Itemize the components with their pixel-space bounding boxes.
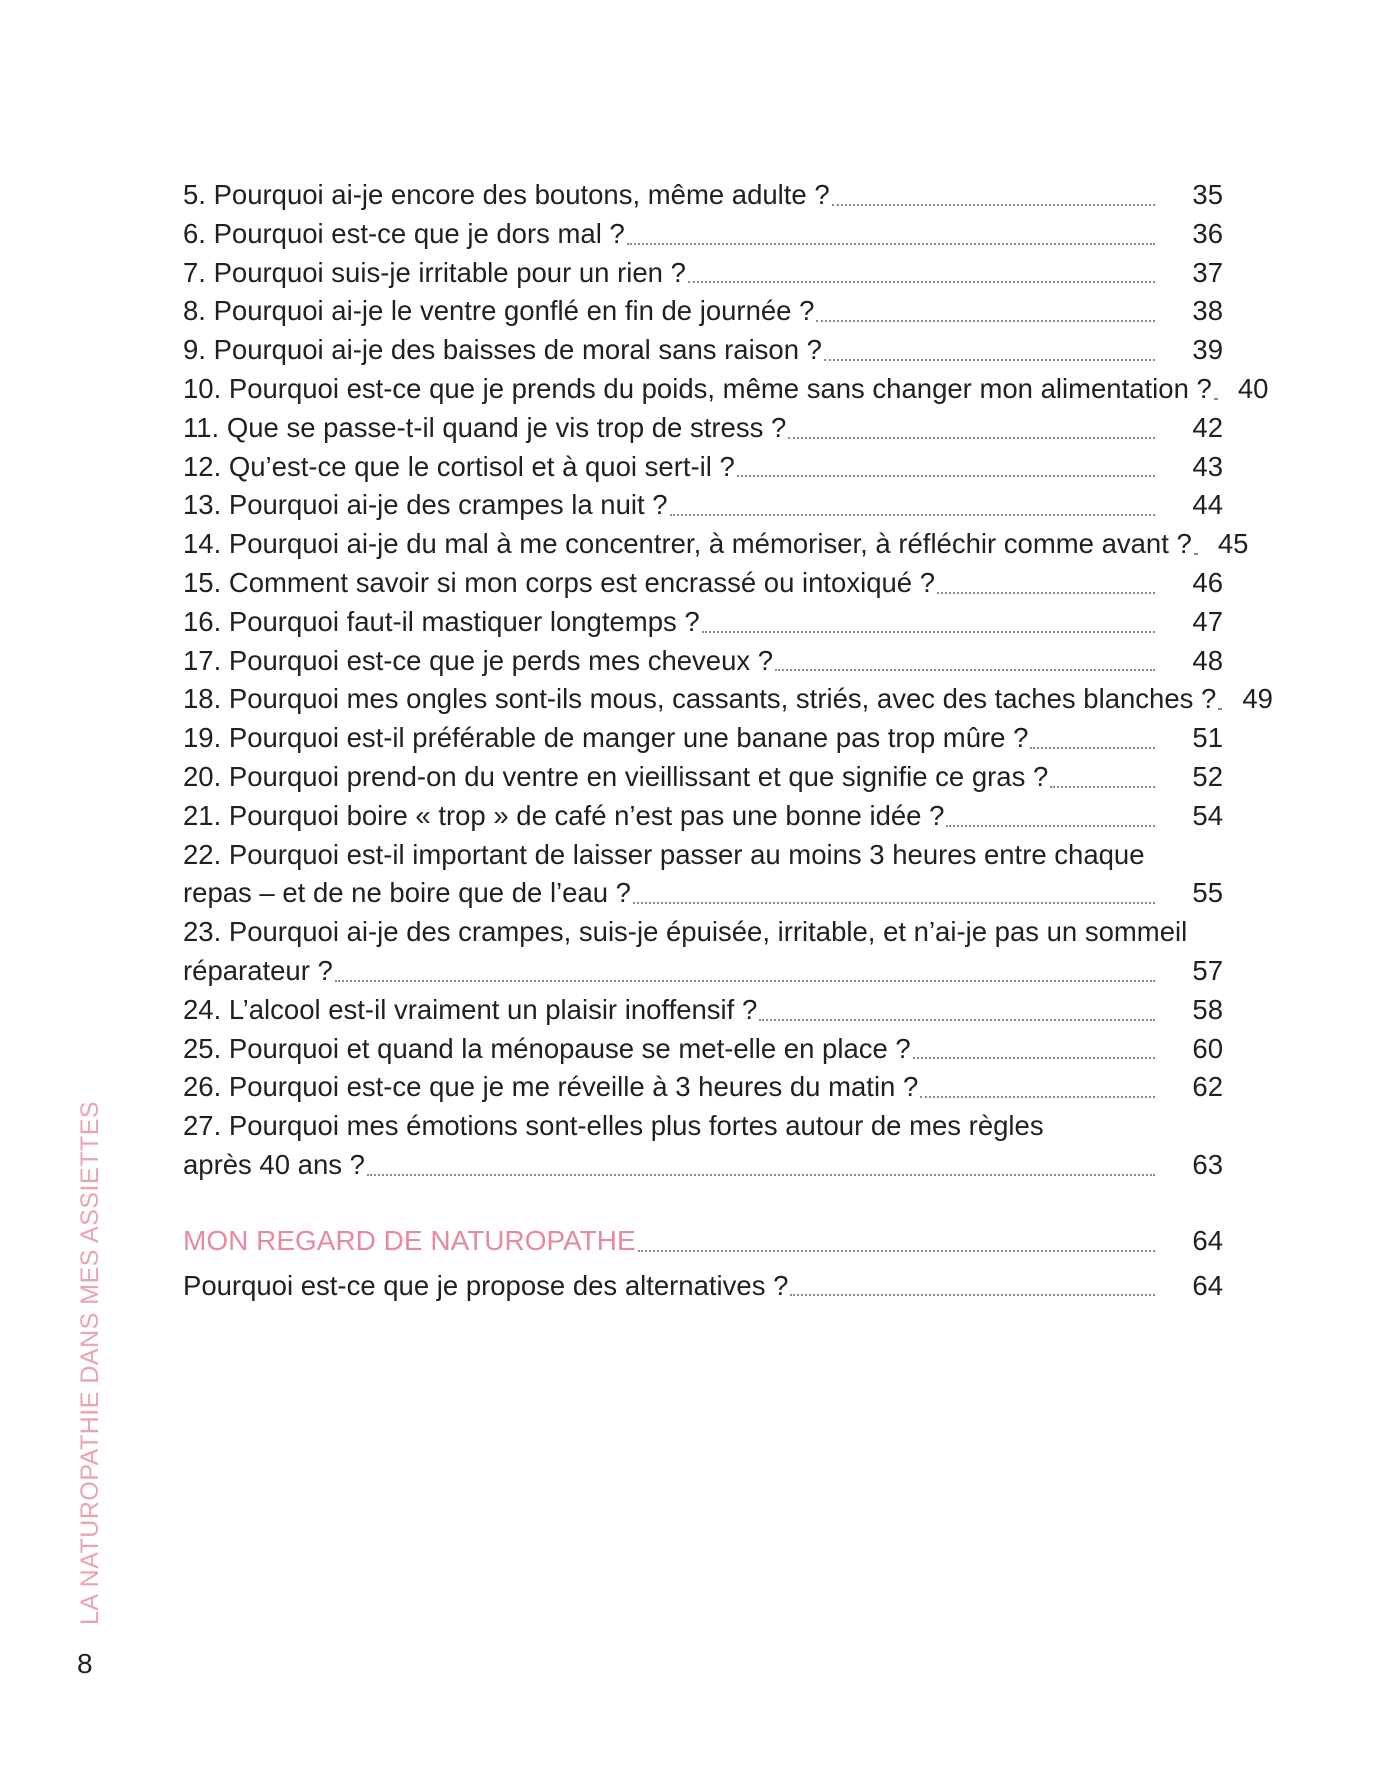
toc-entry-27-line1: 27. Pourquoi mes émotions sont-elles plus fortes autour de mes règles [183,1110,1044,1142]
toc-entry-25[interactable]: 25. Pourquoi et quand la ménopause se met-elle en place ? 60 [183,1032,1223,1064]
toc-entry-14[interactable]: 14. Pourquoi ai-je du mal à me concentrer, à mémoriser, à réfléchir comme avant ? 45 [183,528,1249,560]
toc-entry-23-page: 57 [1192,954,1223,986]
table-of-contents [183,176,1273,1305]
toc-entry-22-line2: repas – et de ne boire que de l’eau ? [183,877,631,909]
toc-entry-23-line2: réparateur ? [183,954,333,986]
toc-entry-6[interactable]: 6. Pourquoi est-ce que je dors mal ? 36 [183,217,1223,249]
toc-entry-5[interactable]: 5. Pourquoi ai-je encore des boutons, même adulte ? 35 [183,179,1223,210]
toc-entry-13[interactable]: 13. Pourquoi ai-je des crampes la nuit ? 44 [183,489,1223,521]
toc-entry-7[interactable]: 7. Pourquoi suis-je irritable pour un rien ? 37 [183,256,1223,288]
toc-entry-11[interactable]: 11. Que se passe-t-il quand je vis trop de stress ? 42 [183,411,1223,443]
toc-sub-entry[interactable]: Pourquoi est-ce que je propose des alternatives ? 64 [183,1269,1223,1301]
toc-entry-26[interactable]: 26. Pourquoi est-ce que je me réveille à 3 heures du matin ? 62 [183,1071,1223,1103]
toc-entry-22-page: 55 [1192,877,1223,909]
toc-entry-24[interactable]: 24. L’alcool est-il vraiment un plaisir inoffensif ? 58 [183,993,1223,1025]
toc-entry-12[interactable]: 12. Qu’est-ce que le cortisol et à quoi sert-il ? 43 [183,450,1223,482]
page-number: 8 [77,1648,93,1679]
toc-entry-21[interactable]: 21. Pourquoi boire « trop » de café n’est pas une bonne idée ? 54 [183,799,1223,831]
toc-entry-10[interactable]: 10. Pourquoi est-ce que je prends du poids, même sans changer mon alimentation ? 40 [183,372,1269,404]
toc-entry-20[interactable]: 20. Pourquoi prend-on du ventre en vieillissant et que signifie ce gras ? 52 [183,760,1223,792]
toc-entry-19[interactable]: 19. Pourquoi est-il préférable de manger une banane pas trop mûre ? 51 [183,722,1223,754]
toc-entry-27[interactable] [183,1107,1223,1185]
toc-entry-8[interactable]: 8. Pourquoi ai-je le ventre gonflé en fin de journée ? 38 [183,295,1223,327]
toc-entry-22-line1: 22. Pourquoi est-il important de laisser passer au moins 3 heures entre chaque [183,838,1145,870]
toc-entry-27-line2: après 40 ans ? [183,1148,365,1180]
section-title: MON REGARD DE NATUROPATHE [183,1224,636,1256]
toc-entry-16[interactable]: 16. Pourquoi faut-il mastiquer longtemps ? 47 [183,605,1223,637]
toc-entry-15[interactable]: 15. Comment savoir si mon corps est encrassé ou intoxiqué ? 46 [183,566,1223,598]
running-book-title: LA NATUROPATHIE DANS MES ASSIETTES [76,1100,104,1625]
toc-entry-17[interactable]: 17. Pourquoi est-ce que je perds mes cheveux ? 48 [183,644,1223,676]
toc-entry-18[interactable]: 18. Pourquoi mes ongles sont-ils mous, cassants, striés, avec des taches blanches ? 49 [183,683,1273,715]
toc-entry-27-page: 63 [1192,1148,1223,1180]
toc-entry-9[interactable]: 9. Pourquoi ai-je des baisses de moral sans raison ? 39 [183,334,1223,366]
section-page: 64 [1192,1224,1223,1256]
toc-entry-23[interactable] [183,913,1223,991]
section-heading[interactable] [183,1222,1223,1261]
toc-entry-23-line1: 23. Pourquoi ai-je des crampes, suis-je épuisée, irritable, et n’ai-je pas un sommeil [183,916,1188,948]
toc-entry-22[interactable] [183,836,1223,914]
